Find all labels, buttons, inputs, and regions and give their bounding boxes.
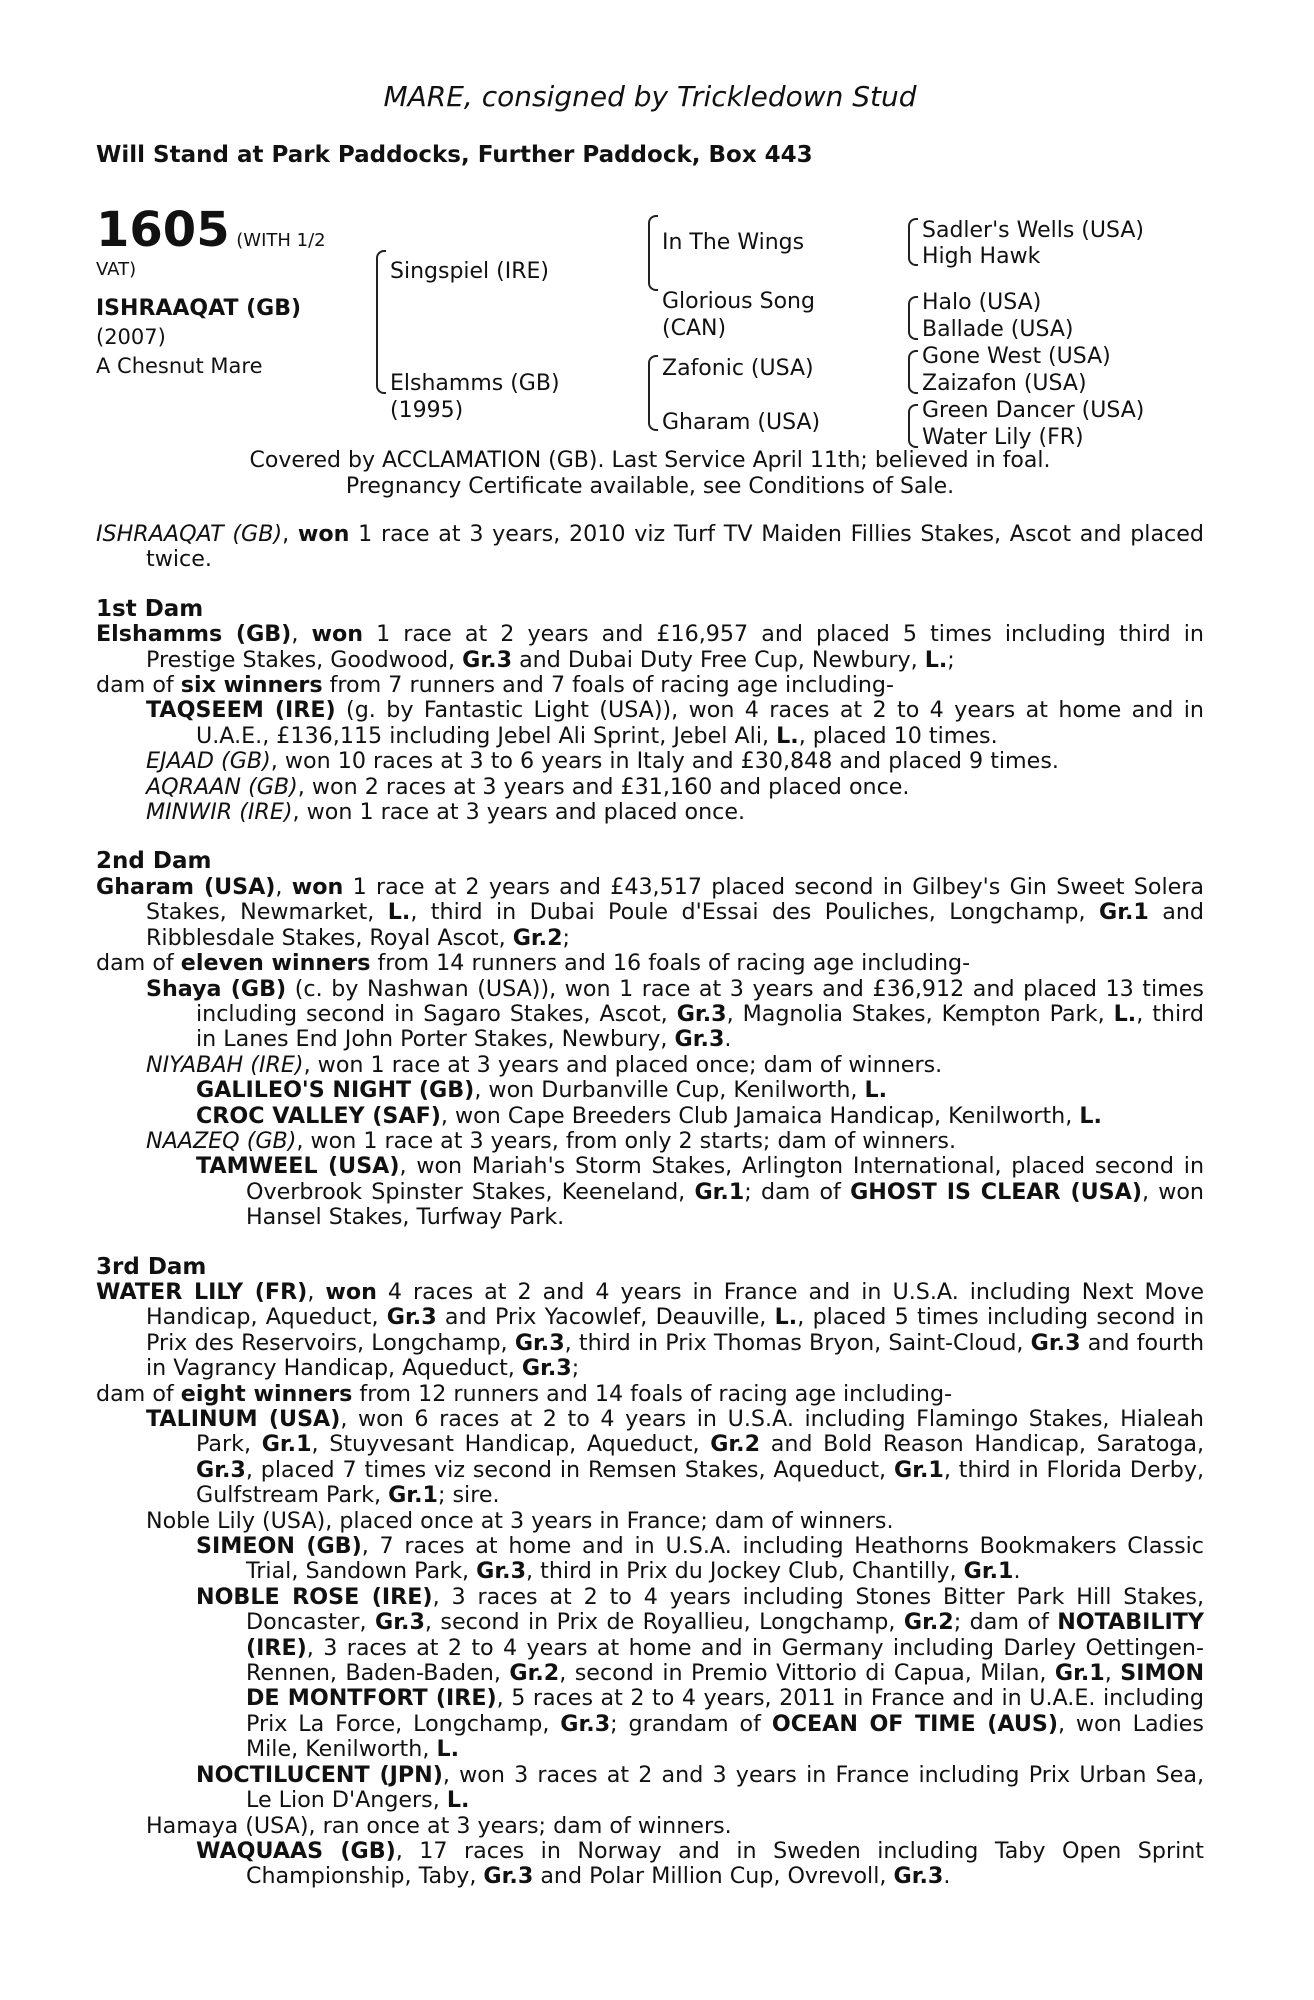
ped-sss: Sadler's Wells (USA) [922,218,1144,243]
dam3-p2c-l: L. [446,1787,470,1814]
dam1-damof-c: from 7 runners and 7 foals of racing age including- [322,672,895,699]
dam3-g2: Gr.3 [514,1329,565,1356]
dam3-p2a-t3: . [1013,1558,1021,1585]
dam2-p1-t4: . [724,1026,732,1053]
dam3-produce-1 [96,1407,1204,1509]
dam2-p1-name: Shaya (GB) [146,975,287,1002]
lot-horse-name: ISHRAAQAT (GB) [96,296,302,321]
dam2-damof-c: from 14 runners and 16 foals of racing age including- [370,950,971,977]
dam2-produce-3 [96,1129,1204,1154]
dam3-t4: , third in Prix Thomas Bryon, Saint-Cloud, [564,1329,1031,1356]
dam2-damof-b: eleven winners [180,950,371,977]
dam3-produce-2c [96,1763,1204,1814]
dam2-heading: 2nd Dam [96,848,212,875]
dam1-t2: and Dubai Duty Free Cup, Newbury, [512,646,925,673]
dam1-produce-summary [96,673,1204,698]
dam1-p2-t: , won 10 races at 3 to 6 years in Italy and £30,848 and placed 9 times. [270,748,1059,775]
dam3-p2b-n3: SIMON DE MONTFORT (IRE) [246,1660,1205,1712]
dam3-p1-t3: and Bold Reason Handicap, Saratoga, [760,1431,1204,1458]
dam2-p3-name: NAAZEQ (GB) [146,1127,297,1154]
dam2-p2b-l: L. [1079,1102,1102,1129]
dam1-name: Elshamms (GB) [96,621,292,648]
dam3-won: won [325,1278,377,1305]
dam2-p1-t1: (c. by Nashwan (USA)), won 1 race at 3 years and £36,912 and placed 13 times including second in Sagaro Stakes, Ascot, [196,975,1204,1027]
brace-g3-3 [908,350,918,394]
lot-vat-b: VAT) [96,259,137,280]
dam2-p2b-t: , won Cape Breeders Club Jamaica Handicap, Kenilworth, [440,1102,1080,1129]
dam2-produce-2 [96,1053,1204,1078]
ped-sds: Halo (USA) [922,290,1042,315]
dam3-produce-summary [96,1382,1204,1407]
dam3-p2a-g2: Gr.1 [963,1558,1014,1585]
dam2-p2a-t: , won Durbanville Cup, Kenilworth, [474,1077,865,1104]
dam3-damof-b: eight winners [180,1380,353,1407]
covered-line-1: Covered by ACCLAMATION (GB). Last Service April 11th; believed in foal. [249,448,1051,473]
dam1-produce-1 [96,698,1204,749]
dam1-t1: 1 race at 2 years and £16,957 and placed 5 times including third in Prestige Stakes, Goodwood, [146,621,1204,673]
ped-dam-sire: Zafonic (USA) [662,356,814,381]
dam3-damof-c: from 12 runners and 14 foals of racing age including- [352,1380,953,1407]
dam1-p1-t1: (g. by Fantastic Light (USA)), won 4 races at 2 to 4 years at home and in U.A.E., £136,115 including Jebel Ali Sprint, Jebel Ali, [196,697,1204,749]
dam3-p2b-t8: ; grandam of [610,1710,772,1737]
dam3-produce-2: Noble Lily (USA), placed once at 3 years in France; dam of winners. [146,1507,894,1534]
dam3-p2c-t1: , won 3 races at 2 and 3 years in France including Prix Urban Sea, Le Lion D'Angers, [246,1761,1205,1814]
brace-sire-line [648,215,658,291]
dam2-t1: 1 race at 2 years and £43,517 placed second in Gilbey's Gin Sweet Solera Stakes, Newmarket, [146,873,1204,926]
lot-description: A Chesnut Mare [96,354,263,378]
dam3-produce-2b [96,1585,1204,1763]
dam3-produce-3: Hamaya (USA), ran once at 3 years; dam of winners. [146,1812,732,1839]
dam3-p2b-name: NOBLE ROSE (IRE) [196,1583,433,1610]
dam2-p1-g2: Gr.3 [674,1026,725,1053]
covered-note [96,448,1204,500]
lot-vat-a: (WITH 1/2 [236,230,326,251]
dam2-l1: L. [387,899,411,926]
dam3-p1-t6: ; sire. [437,1482,500,1509]
dam1-produce-2 [96,749,1204,774]
dam1-damof-a: dam of [96,672,181,699]
dam2-t2: , third in Dubai Poule d'Essai des Pouliches, Longchamp, [410,899,1099,926]
dam2-produce-2a [96,1078,1204,1103]
dam2-produce-1 [96,977,1204,1053]
dam3-p2b-g2: Gr.2 [903,1609,954,1636]
dam3-l1: L. [774,1304,798,1331]
dam2-produce-3a [96,1154,1204,1230]
dam2-p2a-name: GALILEO'S NIGHT (GB) [196,1077,475,1104]
ped-dam-dam: Gharam (USA) [662,410,821,435]
lot-year: (2007) [96,325,166,349]
dam2-produce-2b [96,1104,1204,1129]
dam3-p2a-t1: , 7 races at home and in U.S.A. including Heathorns Bookmakers Classic Trial, Sandown Park, [246,1533,1204,1585]
dam2-damof-a: dam of [96,950,181,977]
ped-sire-dam-b: (CAN) [662,316,727,341]
dam3-p3a-t1: , 17 races in Norway and in Sweden including Taby Open Sprint Championship, Taby, [246,1837,1204,1890]
dam2-p1-l: L. [1113,1000,1137,1027]
dam1-heading: 1st Dam [96,595,204,622]
ped-dds: Green Dancer (USA) [922,398,1145,423]
dam2-p1-g1: Gr.3 [676,1000,727,1027]
dam3-p2b-n4: OCEAN OF TIME (AUS) [771,1710,1058,1737]
dam1-p4-name: MINWIR (IRE) [146,799,293,826]
dam3-p2b-t4: , 3 races at 2 to 4 years at home and in Germany including Darley Oettingen-Rennen, Baden-Baden, [246,1634,1204,1687]
dam3-p3a-name: WAQUAAS (GB) [196,1837,396,1864]
dam2-p2b-name: CROC VALLEY (SAF) [196,1102,441,1129]
dam2-t3: and Ribblesdale Stakes, Royal Ascot, [146,899,1205,951]
dam3-g3: Gr.3 [1030,1329,1081,1356]
ped-sire: Singspiel (IRE) [390,259,550,284]
dam1-p3-name: AQRAAN (GB) [146,773,298,800]
dam2-p1-t2: , Magnolia Stakes, Kempton Park, [726,1000,1114,1027]
ped-dsd: Zaizafon (USA) [922,371,1087,396]
dam2-record: Gharam (USA), won 1 race at 2 years and £43,517 placed second in Gilbey's Gin Sweet Solera Stakes, Newmarket, L., third in Dubai Poule d'Essai des Pouliches, Longchamp, Gr.1 and Ribblesdale Stakes, Royal Ascot, Gr.2; [96,873,1205,951]
dam3-p2b-t5: , second in Premio Vittorio di Capua, Milan, [559,1660,1055,1687]
ped-dam-b: (1995) [390,398,464,423]
brace-g3-4 [908,404,918,448]
dam2-p2a-l: L. [864,1077,888,1104]
dam2-g1: Gr.1 [1098,899,1149,926]
stand-location: Will Stand at Park Paddocks, Further Paddock, Box 443 [96,142,813,168]
dam3-p2b-g3: Gr.2 [509,1660,560,1687]
ped-dam-a: Elshamms (GB) [390,371,560,396]
dam2-p2-t: , won 1 race at 3 years and placed once; dam of winners. [303,1051,943,1078]
dam1-damof-b: six winners [180,672,323,699]
dam3-g1: Gr.3 [386,1304,437,1331]
dam3-produce-3a [96,1839,1204,1890]
dam1-p4-t: , won 1 race at 3 years and placed once. [292,799,746,826]
dam2-won: won [291,873,344,900]
dam1-t3: ; [947,646,955,673]
dam3-p1-t5: , third in Florida Derby, Gulfstream Park, [196,1456,1204,1509]
dam2-p3a-t3: , won Hansel Stakes, Turfway Park. [246,1178,1204,1231]
dam3-p1-g1: Gr.1 [261,1431,312,1458]
dam3-p2b-t1: , 3 races at 2 to 4 years including Stones Bitter Park Hill Stakes, Doncaster, [246,1583,1205,1636]
intro-paragraph: ISHRAAQAT (GB), won 1 race at 3 years, 2010 viz Turf TV Maiden Fillies Stakes, Ascot and placed twice. [96,521,1204,573]
covered-line-2: Pregnancy Certificate available, see Conditions of Sale. [345,474,955,499]
lot-summary [96,202,346,381]
dam2-p3a-name: TAMWEEL (USA) [196,1153,400,1180]
dam3-p1-g2: Gr.2 [710,1431,761,1458]
dam3-t1: 4 races at 2 and 4 years in France and in U.S.A. including Next Move Handicap, Aqueduct, [146,1278,1204,1331]
dam3-p2b-t9: , won Ladies Mile, Kenilworth, [246,1710,1204,1763]
intro-text: 1 race at 3 years, 2010 viz Turf TV Maiden Fillies Stakes, Ascot and placed twice. [146,521,1204,573]
brace-g3-2 [908,296,918,340]
dam3-heading: 3rd Dam [96,1253,207,1280]
dam3-p1-t2: , Stuyvesant Handicap, Aqueduct, [311,1431,711,1458]
dam3-p1-t4: , placed 7 times viz second in Remsen Stakes, Aqueduct, [245,1456,894,1483]
dam3-p2b-g4: Gr.1 [1054,1660,1105,1687]
dam3-p2a-name: SIMEON (GB) [196,1533,362,1560]
consignor-line: MARE, consigned by Trickledown Stud [383,80,917,113]
dam3-p3a-t3: . [943,1863,951,1890]
brace-g3-1 [908,218,918,266]
dam3-t3: , placed 5 times including second in Prix des Reservoirs, Longchamp, [146,1304,1205,1356]
dam3-record: WATER LILY (FR), won 4 races at 2 and 4 years in France and in U.S.A. including Next Move Handicap, Aqueduct, Gr.3 and Prix Yacowlef, Deauville, L., placed 5 times including second in Prix des Reservoirs, Longchamp, Gr.3, third in Prix Thomas Bryon, Saint-Cloud, Gr.3 and fourth in Vagrancy Handicap, Aqueduct, Gr.3; [96,1278,1205,1382]
dam2-p3a-t1: , won Mariah's Storm Stakes, Arlington International, placed second in Overbrook Spinster Stakes, Keeneland, [246,1153,1205,1205]
ped-sdd: Ballade (USA) [922,317,1074,342]
dam2-produce-summary [96,951,1204,976]
dam3-p3a-g1: Gr.3 [483,1863,534,1890]
dam1-p3-t: , won 2 races at 3 years and £31,160 and placed once. [297,773,910,800]
ped-ddd: Water Lily (FR) [922,425,1084,450]
dam2-t4: ; [562,924,571,951]
dam2-p3a-g: Gr.1 [694,1178,745,1205]
dam3-damof-a: dam of [96,1380,181,1407]
dam1-p1-l: L. [776,722,799,749]
dam3-t2: and Prix Yacowlef, Deauville, [436,1304,775,1331]
dam1-won: won [311,621,363,648]
dam1-p1-name: TAQSEEM (IRE) [146,697,336,724]
dam3-p2b-g5: Gr.3 [560,1710,611,1737]
dam1-g1: Gr.3 [462,646,513,673]
ped-sire-sire: In The Wings [662,230,805,255]
dam3-p2b-t2: , second in Prix de Royallieu, Longchamp, [424,1609,904,1636]
dam1-produce-4 [96,800,1204,825]
dam3-t5: and fourth in Vagrancy Handicap, Aqueduct, [146,1329,1205,1382]
dam3-p2a-t2: , third in Prix du Jockey Club, Chantilly, [526,1558,964,1585]
dam3-p2b-t7: , 5 races at 2 to 4 years, 2011 in France and in U.A.E. including Prix La Force, Longchamp, [246,1685,1205,1737]
ped-ssd: High Hawk [922,244,1041,269]
dam3-p1-name: TALINUM (USA) [146,1406,341,1432]
dam3-p2b-t6: , [1104,1660,1121,1687]
dam1-record: Elshamms (GB), won 1 race at 2 years and £16,957 and placed 5 times including third in Prestige Stakes, Goodwood, Gr.3 and Dubai Duty Free Cup, Newbury, L.; [96,621,1204,673]
dam3-p1-g5: Gr.1 [388,1482,438,1509]
dam3-p2c-name: NOCTILUCENT (JPN) [196,1761,443,1788]
dam3-produce-2a [96,1534,1204,1585]
dam2-g2: Gr.2 [512,924,563,951]
dam1-p2-name: EJAAD (GB) [146,748,271,775]
dam3-p2a-g1: Gr.3 [476,1558,527,1585]
dam2-p1-t3: , third in Lanes End John Porter Stakes, Newbury, [196,1000,1204,1053]
dam1-produce-3 [96,775,1204,800]
dam3-p1-g3: Gr.3 [196,1456,246,1483]
dam3-p2b-g1: Gr.3 [375,1609,425,1636]
intro-won: won [297,521,350,547]
dam1-l1: L. [924,646,948,673]
dam3-p2b-l: L. [436,1736,460,1763]
ped-sire-dam-a: Glorious Song [662,289,815,314]
dam3-p3a-g2: Gr.3 [893,1863,944,1890]
dam2-p3a-t2: ; dam of [744,1178,851,1205]
dam3-p1-g4: Gr.1 [893,1456,944,1483]
brace-gen1 [376,250,386,394]
brace-dam-line [648,355,658,431]
dam3-p1-t1: , won 6 races at 2 to 4 years in U.S.A. including Flamingo Stakes, Hialeah Park, [196,1406,1204,1458]
dam3-p3a-t2: and Polar Million Cup, Ovrevoll, [533,1863,894,1890]
dam2-p3-t: , won 1 race at 3 years, from only 2 starts; dam of winners. [296,1127,957,1154]
dam2-p2-name: NIYABAH (IRE) [146,1051,304,1078]
dam3-p2b-t3: ; dam of [953,1609,1058,1636]
catalogue-body [96,522,1204,1890]
dam3-g4: Gr.3 [521,1355,572,1382]
ped-dss: Gone West (USA) [922,344,1111,369]
dam3-name: WATER LILY (FR) [96,1278,308,1305]
intro-name: ISHRAAQAT (GB) [96,521,283,547]
dam3-t6: ; [571,1355,580,1382]
dam3-p2b-n2: NOTABILITY (IRE) [246,1609,1204,1661]
dam2-name: Gharam (USA) [96,873,276,900]
dam2-p3a-b: GHOST IS CLEAR (USA) [850,1178,1142,1205]
lot-number: 1605 [96,202,230,258]
dam1-p1-t2: , placed 10 times. [798,722,998,749]
